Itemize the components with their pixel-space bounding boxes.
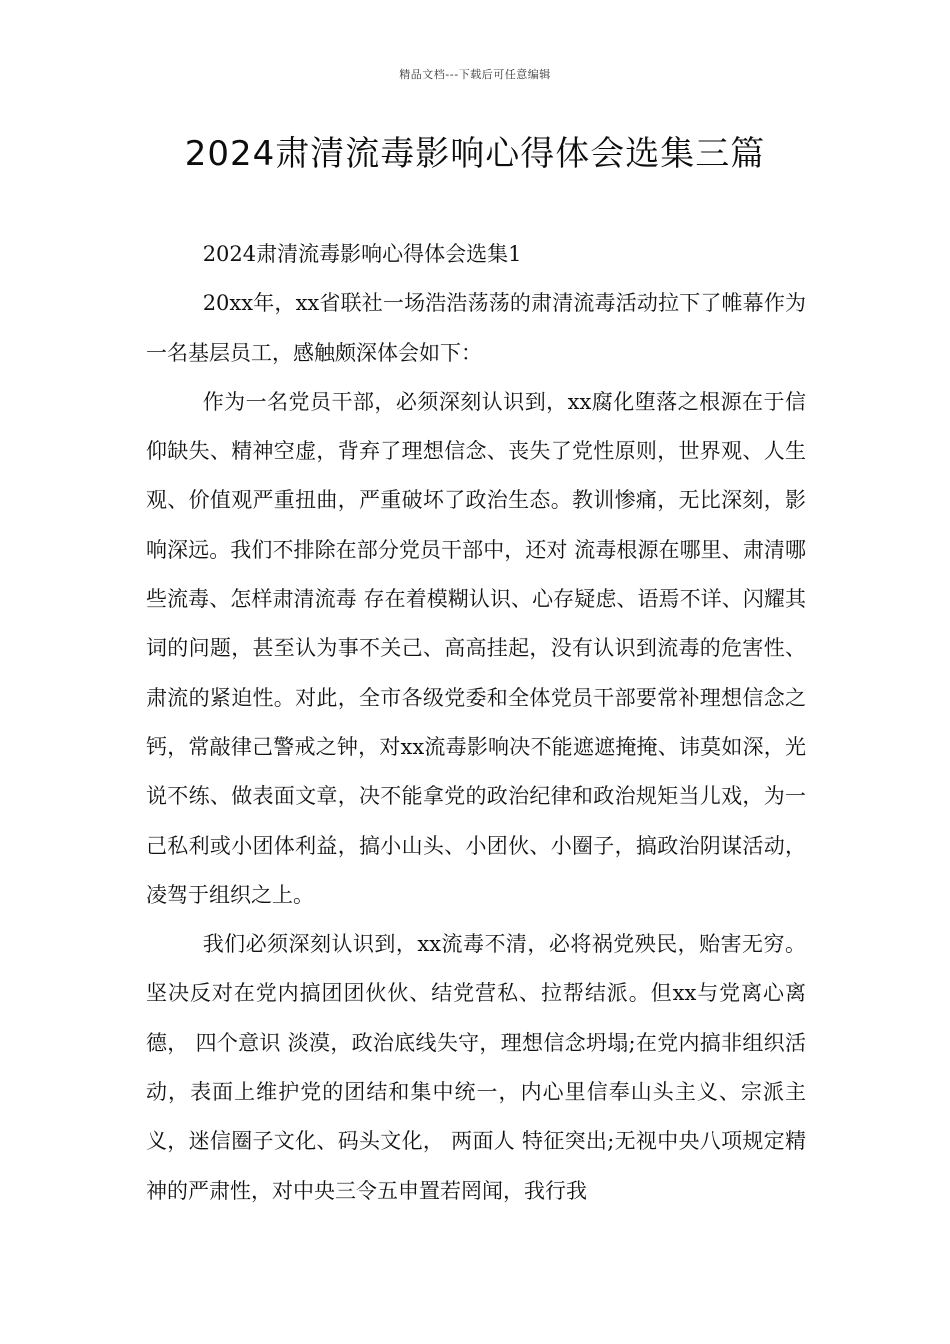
paragraph: 20xx年，xx省联社一场浩浩荡荡的肃清流毒活动拉下了帷幕作为一名基层员工，感触颇深体会如下：	[146, 291, 806, 365]
paragraph: 我们必须深刻认识到，xx流毒不清，必将祸党殃民，贻害无穷。坚决反对在党内搞团团伙伙、结党营私、拉帮结派。但xx与党离心离德， 四个意识 淡漠，政治底线失守，理想信念坍塌;在党内搞非组织活动，表面上维护党的团结和集中统一，内心里信奉山头主义、宗派主义，迷信圈子文化、码头文化， 两面人 特征突出;无视中央八项规定精神的严肃性，对中央三令五申置若罔闻，我行我	[146, 932, 806, 1203]
paragraph: 作为一名党员干部，必须深刻认识到，xx腐化堕落之根源在于信仰缺失、精神空虚，背弃了理想信念、丧失了党性原则，世界观、人生观、价值观严重扭曲，严重破坏了政治生态。教训惨痛，无比深刻，影响深远。我们不排除在部分党员干部中，还对 流毒根源在哪里、肃清哪些流毒、怎样肃清流毒 存在着模糊认识、心存疑虑、语焉不详、闪耀其词的问题，甚至认为事不关己、高高挂起，没有认识到流毒的危害性、肃流的紧迫性。对此，全市各级党委和全体党员干部要常补理想信念之钙，常敲律己警戒之钟，对xx流毒影响决不能遮遮掩掩、讳莫如深，光说不练、做表面文章，决不能拿党的政治纪律和政治规矩当儿戏，为一己私利或小团体利益，搞小山头、小团伙、小圈子，搞政治阴谋活动，凌驾于组织之上。	[146, 389, 806, 907]
header-note: 精品文档---下载后可任意编辑	[399, 68, 551, 81]
section-heading: 2024肃清流毒影响心得体会选集1	[202, 242, 522, 266]
document-body	[146, 230, 806, 1216]
document-title: 2024肃清流毒影响心得体会选集三篇	[184, 134, 766, 174]
